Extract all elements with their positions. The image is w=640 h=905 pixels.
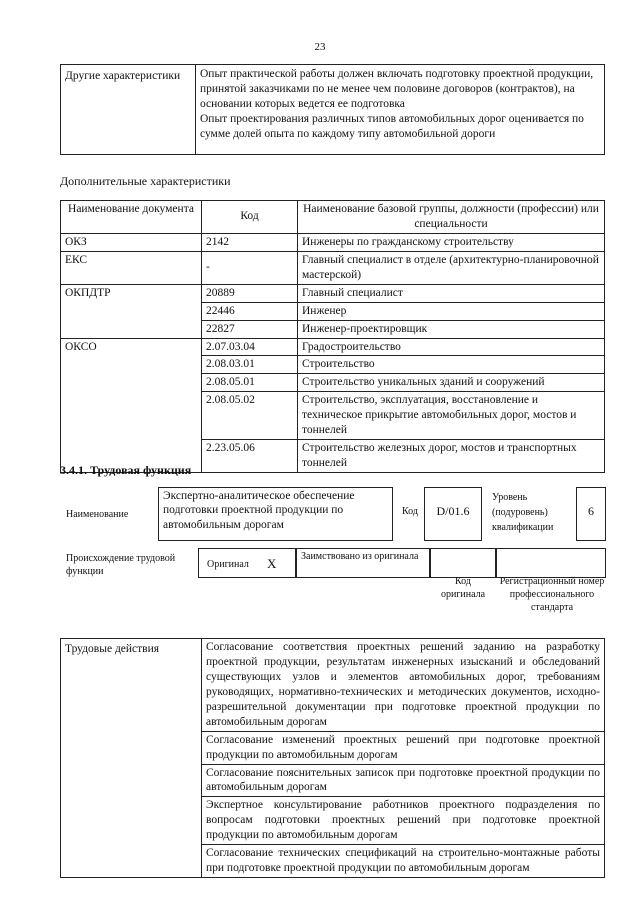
cell-code: 2142 — [202, 233, 298, 251]
page-number: 23 — [314, 41, 326, 53]
code-original-cell — [430, 548, 496, 578]
reg-number-caption: Регистрационный номер профессионального стандарта — [499, 576, 605, 613]
reg-number-cell — [496, 548, 606, 578]
other-characteristics-label: Другие характеристики — [61, 65, 196, 155]
code-label: Код — [402, 506, 418, 517]
cell-code: 22446 — [202, 302, 298, 320]
cell-code: 2.23.05.06 — [202, 440, 298, 473]
origin-label: Происхождение трудовой функции — [66, 553, 176, 577]
col-header-document: Наименование документа — [61, 201, 202, 234]
cell-code: - — [202, 251, 298, 284]
borrowed-cell: Заимствовано из оригинала — [296, 548, 430, 578]
col-header-name: Наименование базовой группы, должности (профессии) или специальности — [298, 201, 605, 234]
level-value-box: 6 — [576, 487, 606, 541]
additional-characteristics-title: Дополнительные характеристики — [60, 174, 231, 188]
original-mark: X — [267, 556, 277, 571]
cell-code: 20889 — [202, 284, 298, 302]
table-row — [61, 251, 605, 284]
table-header-row — [61, 201, 605, 234]
cell-name: Главный специалист — [298, 284, 605, 302]
table-row — [61, 284, 605, 302]
original-label: Оригинал — [207, 559, 249, 570]
cell-doc: ОКСО — [61, 338, 202, 473]
original-cell — [198, 548, 296, 578]
cell-name: Строительство уникальных зданий и сооружений — [298, 374, 605, 392]
cell-code: 2.08.05.01 — [202, 374, 298, 392]
table-row — [61, 338, 605, 356]
cell-doc: ОКПДТР — [61, 284, 202, 338]
code-original-caption: Код оригинала — [440, 576, 486, 600]
name-label: Наименование — [66, 509, 129, 520]
additional-characteristics-table — [60, 200, 605, 473]
cell-doc: ОКЗ — [61, 233, 202, 251]
table-row — [61, 639, 605, 732]
other-characteristics-text — [196, 65, 605, 155]
labor-action-item: Согласование технических спецификаций на строительно-монтажные работы при подготовке проектной продукции по автомобильным дорогам — [202, 845, 605, 878]
cell-name: Строительство, эксплуатация, восстановление и техническое прикрытие автомобильных дорог, мостов и тоннелей — [298, 392, 605, 440]
labor-actions-label: Трудовые действия — [61, 639, 202, 878]
cell-name: Главный специалист в отделе (архитектурно-планировочной мастерской) — [298, 251, 605, 284]
other-characteristics-table — [60, 64, 605, 155]
cell-code: 2.08.05.02 — [202, 392, 298, 440]
function-code-box: D/01.6 — [424, 487, 482, 541]
cell-name: Строительство — [298, 356, 605, 374]
labor-actions-table — [60, 638, 605, 878]
cell-name: Инженер-проектировщик — [298, 320, 605, 338]
labor-action-item: Согласование изменений проектных решений при подготовке проектной продукции по автомобильным дорогам — [202, 731, 605, 764]
labor-action-item: Согласование пояснительных записок при подготовке проектной продукции по автомобильным дорогам — [202, 764, 605, 797]
labor-action-item: Экспертное консультирование работников проектного подразделения по вопросам подготовки проектных решений при подготовке проектной продукции по автомобильным дорогам — [202, 797, 605, 845]
function-name-box: Экспертно-аналитическое обеспечение подготовки проектной продукции по автомобильным дорогам — [158, 487, 393, 541]
cell-doc: ЕКС — [61, 251, 202, 284]
cell-code: 2.08.03.01 — [202, 356, 298, 374]
labor-function-heading: 3.4.1. Трудовая функция — [60, 463, 192, 477]
table-row — [61, 65, 605, 155]
other-char-line: Опыт практической работы должен включать подготовку проектной продукции, принятой заказчиками по не менее чем половине договоров (контрактов), на основании которых ведется ее подготовка — [200, 68, 594, 110]
cell-code: 22827 — [202, 320, 298, 338]
cell-name: Инженеры по гражданскому строительству — [298, 233, 605, 251]
cell-name: Инженер — [298, 302, 605, 320]
cell-name: Строительство железных дорог, мостов и транспортных тоннелей — [298, 440, 605, 473]
cell-code: 2.07.03.04 — [202, 338, 298, 356]
labor-action-item: Согласование соответствия проектных решений заданию на разработку проектной продукции, результатам инженерных изысканий и обследований существующих узлов и элементов автомобильных дорог, требованиям руководящих, нормативно-технических и методических документов, исходно-разрешительной документации при подготовке проектной продукции по автомобильным дорогам — [202, 639, 605, 732]
table-row — [61, 233, 605, 251]
level-label: Уровень (подуровень) квалификации — [492, 492, 554, 533]
col-header-code: Код — [202, 201, 298, 234]
cell-name: Градостроительство — [298, 338, 605, 356]
other-char-line: Опыт проектирования различных типов автомобильных дорог оценивается по сумме долей опыта по каждому типу автомобильной дороги — [200, 112, 584, 140]
